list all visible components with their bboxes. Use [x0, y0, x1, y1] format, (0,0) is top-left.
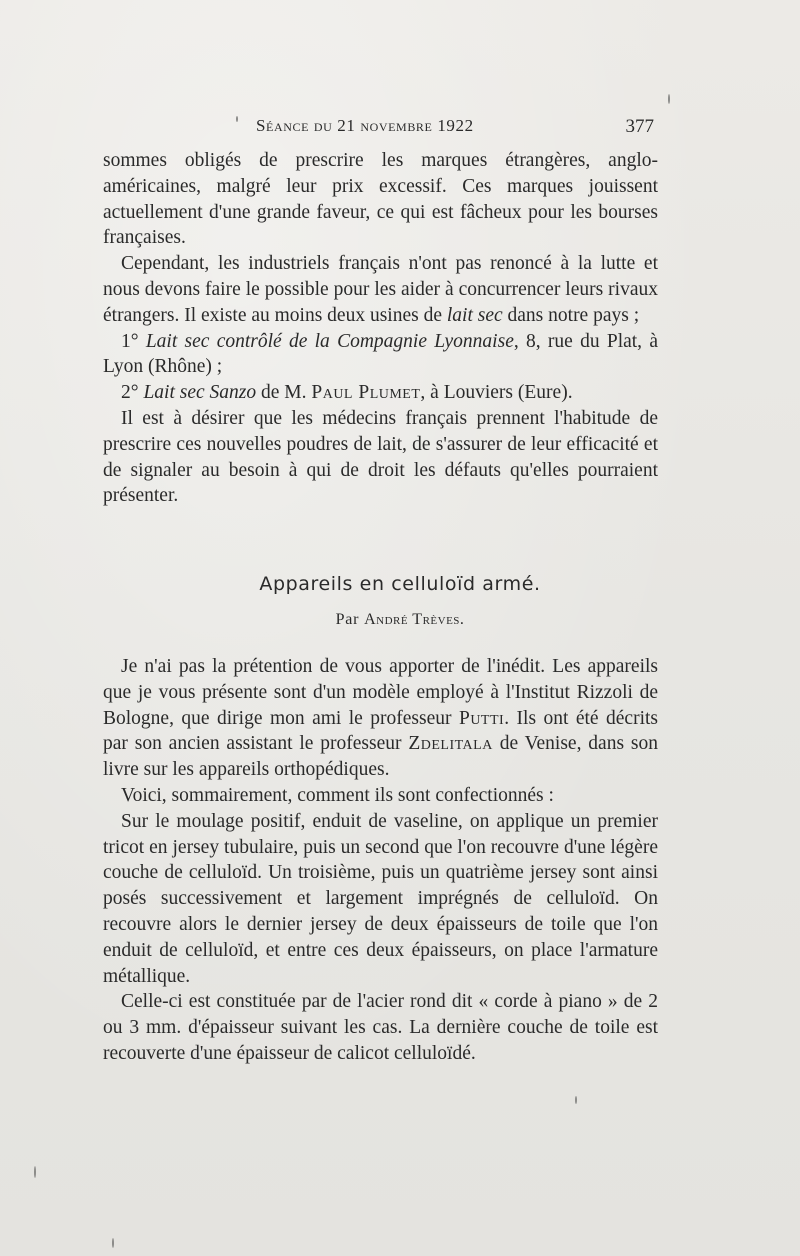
- text-run: . Ils ont été décrits par son ancien assistant le professeur: [103, 707, 659, 755]
- italic-term: lait sec: [446, 304, 503, 326]
- paper-speck: [668, 94, 670, 104]
- list-number: 2°: [121, 382, 144, 404]
- paragraph: Voici, sommairement, comment ils sont confectionnés :: [121, 784, 554, 806]
- person-name: Zdelitala: [408, 733, 493, 755]
- running-head: Séance du 21 novembre 1922: [256, 116, 474, 135]
- list-item: [103, 329, 658, 381]
- paragraph: [103, 654, 658, 783]
- page-header: [0, 116, 800, 140]
- text-run: , à Louviers (Eure).: [420, 382, 573, 404]
- byline-prefix: Par: [335, 611, 365, 628]
- paragraph: sommes obligés de prescrire les marques étrangères, anglo-américaines, malgré leur prix excessif. Ces marques jouissent actuellement d'une grande faveur, ce qui est fâcheux pour les bourses françaises.: [103, 150, 658, 249]
- text-run: de Venise, dans son livre sur les appareils orthopédiques.: [103, 733, 658, 781]
- person-name: Paul Plumet: [311, 382, 421, 404]
- page-number: 377: [625, 116, 654, 137]
- section-body-2: [103, 654, 658, 1067]
- paragraph: Celle-ci est constituée par de l'acier rond dit « corde à piano » de 2 ou 3 mm. d'épaisseur suivant les cas. La dernière couche de toile est recouverte d'une épaisseur de calicot celluloïdé.: [103, 991, 658, 1064]
- product-name: Lait sec contrôlé de la Compagnie Lyonnaise: [145, 330, 514, 352]
- paper-speck: [112, 1238, 114, 1248]
- section-body-1: [103, 148, 658, 509]
- text-run: , 8, rue du Plat, à Lyon (Rhône) ;: [103, 330, 658, 378]
- paper-speck: [34, 1166, 36, 1178]
- product-name: Lait sec Sanzo: [143, 382, 257, 404]
- person-name: Putti: [458, 707, 505, 729]
- author-name: André Trèves.: [364, 611, 465, 628]
- text-run: de M.: [256, 382, 312, 404]
- text-run: Je n'ai pas la prétention de vous apporter de l'inédit. Les appareils que je vous présente sont d'un modèle employé à l'Institut Rizzoli de Bologne, que dirige mon ami le professeur: [103, 656, 658, 729]
- paragraph: Sur le moulage positif, enduit de vaseline, on applique un premier tricot en jersey tubulaire, puis un second que l'on recouvre d'une légère couche de celluloïd. Un troisième, puis un quatrième jersey sont ainsi posés successivement et largement imprégnés de celluloïd. On recouvre alors le dernier jersey de deux épaisseurs de toile que l'on enduit de celluloïd, et entre ces deux épaisseurs, on place l'armature métallique.: [103, 810, 658, 987]
- article-title: Appareils en celluloïd armé.: [259, 573, 541, 595]
- paragraph: Il est à désirer que les médecins français prennent l'habitude de prescrire ces nouvelles poudres de lait, de s'assurer de leur efficacité et de signaler au besoin à qui de droit les défauts qu'elles pourraient présenter.: [103, 407, 658, 507]
- text-run: dans notre pays ;: [502, 304, 640, 326]
- list-item: [103, 380, 658, 406]
- text-run: Cependant, les industriels français n'ont pas renoncé à la lutte et nous devons faire le possible pour les aider à concurrencer leurs rivaux étrangers. Il existe au moins deux usines de: [103, 253, 658, 326]
- list-number: 1°: [121, 330, 146, 352]
- paper-speck: [236, 116, 238, 122]
- byline: [0, 611, 800, 629]
- paper-speck: [575, 1096, 577, 1104]
- paragraph: [103, 251, 658, 328]
